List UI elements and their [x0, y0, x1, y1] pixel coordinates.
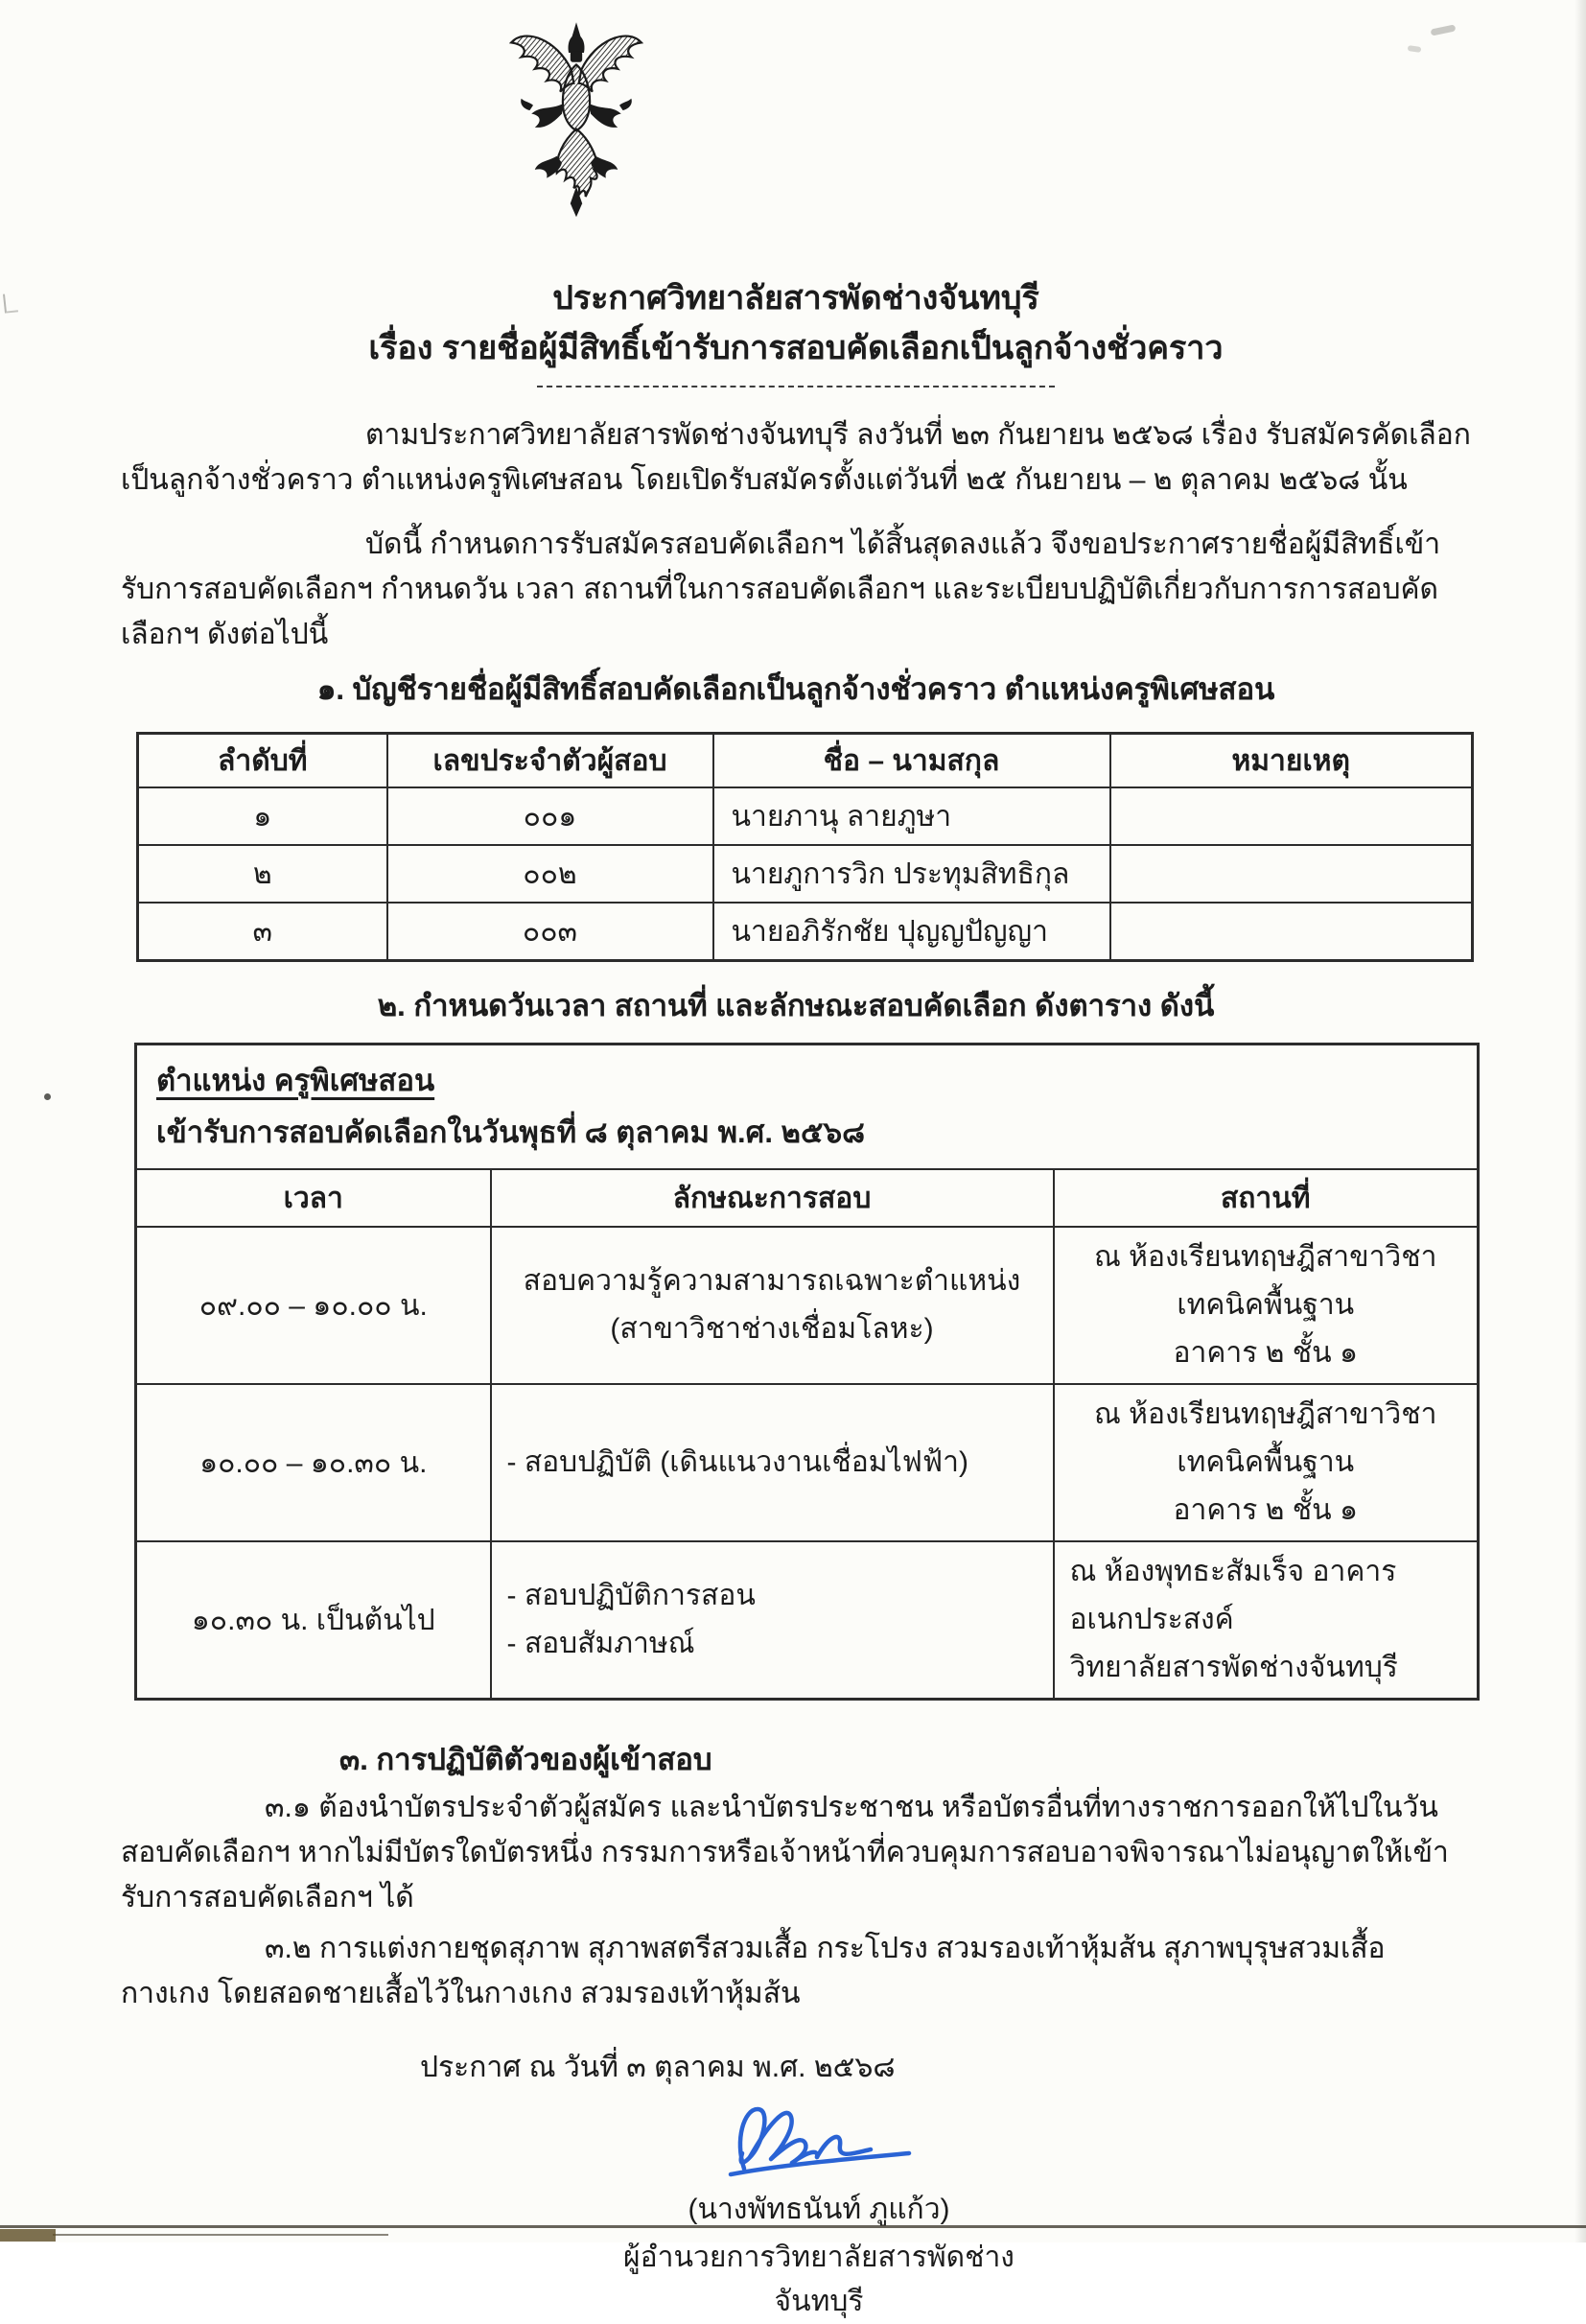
exam-type-line: (สาขาวิชาช่างเชื่อมโลหะ) [610, 1313, 934, 1345]
col-header-exam-id: เลขประจำตัวผู้สอบ [387, 734, 713, 788]
candidate-row [138, 787, 1473, 845]
candidate-exam-id: ๐๐๑ [387, 787, 713, 845]
document-subject: เรื่อง รายชื่อผู้มีสิทธิ์เข้ารับการสอบคัดเลือกเป็นลูกจ้างชั่วคราว [368, 330, 1224, 366]
title-divider [537, 386, 1055, 387]
section2-heading: ๒. กำหนดวันเวลา สถานที่ และลักษณะสอบคัดเลือก ดังตาราง ดังนี้ [377, 989, 1215, 1022]
candidate-table [136, 732, 1474, 962]
candidate-row [138, 903, 1473, 961]
schedule-row [136, 1541, 1479, 1700]
signer-title: ผู้อำนวยการวิทยาลัยสารพัดช่างจันทบุรี [623, 2242, 1015, 2317]
scan-edge-shadow [1574, 0, 1586, 2242]
exam-type-line: - สอบสัมภาษณ์ [506, 1628, 695, 1659]
candidate-note [1110, 903, 1473, 961]
scan-artifact-line [53, 2234, 388, 2236]
schedule-place [1054, 1384, 1479, 1541]
signature-ink [694, 2098, 944, 2186]
candidate-exam-id: ๐๐๓ [387, 903, 713, 961]
candidate-exam-id: ๐๐๒ [387, 845, 713, 903]
intro-paragraph-2: บัดนี้ กำหนดการรับสมัครสอบคัดเลือกฯ ได้สิ้นสุดลงแล้ว จึงขอประกาศรายชื่อผู้มีสิทธิ์เข้ารับการสอบคัดเลือกฯ กำหนดวัน เวลา สถานที่ในการสอบคัดเลือกฯ และระเบียบปฏิบัติเกี่ยวกับการการสอบคัดเลือกฯ ดังต่อไปนี้ [121, 528, 1441, 650]
candidate-order: ๑ [138, 787, 387, 845]
scan-artifact-blob [0, 2229, 56, 2242]
signer-name: (นางพัทธนันท์ ภูแก้ว) [688, 2194, 950, 2225]
col-header-name: ชื่อ – นามสกุล [713, 734, 1110, 788]
schedule-table [134, 1043, 1480, 1701]
scan-pencil-mark [3, 293, 18, 313]
schedule-position-cell [136, 1045, 1479, 1170]
candidate-name: นายภานุ ลายภูษา [713, 787, 1110, 845]
signature-block [579, 2098, 1059, 2324]
place-line: ณ ห้องเรียนทฤษฎีสาขาวิชาเทคนิคพื้นฐาน [1094, 1398, 1437, 1478]
candidate-note [1110, 845, 1473, 903]
col-header-note: หมายเหตุ [1110, 734, 1473, 788]
candidate-note [1110, 787, 1473, 845]
schedule-row [136, 1227, 1479, 1384]
place-line: ณ ห้องพุทธะสัมเร็จ อาคารอเนกประสงค์ [1069, 1556, 1397, 1635]
exam-type-line: - สอบปฏิบัติ (เดินแนวงานเชื่อมไฟฟ้า) [506, 1446, 968, 1478]
place-line: วิทยาลัยสารพัดช่างจันทบุรี [1069, 1652, 1398, 1683]
schedule-row [136, 1384, 1479, 1541]
scan-dot-mark [44, 1093, 51, 1100]
candidate-table-header-row [138, 734, 1473, 788]
col-header-order: ลำดับที่ [138, 734, 387, 788]
schedule-time: ๑๐.๓๐ น. เป็นต้นไป [136, 1541, 491, 1700]
place-line: อาคาร ๒ ชั้น ๑ [1173, 1337, 1359, 1369]
schedule-header-row [136, 1169, 1479, 1227]
schedule-time: ๐๙.๐๐ – ๑๐.๐๐ น. [136, 1227, 491, 1384]
schedule-time: ๑๐.๐๐ – ๑๐.๓๐ น. [136, 1384, 491, 1541]
section1-heading: ๑. บัญชีรายชื่อผู้มีสิทธิ์สอบคัดเลือกเป็นลูกจ้างชั่วคราว ตำแหน่งครูพิเศษสอน [316, 672, 1275, 706]
intro-paragraph-1: ตามประกาศวิทยาลัยสารพัดช่างจันทบุรี ลงวันที่ ๒๓ กันยายน ๒๕๖๘ เรื่อง รับสมัครคัดเลือกเป็นลูกจ้างชั่วคราว ตำแหน่งครูพิเศษสอน โดยเปิดรับสมัครตั้งแต่วันที่ ๒๕ กันยายน – ๒ ตุลาคม ๒๕๖๘ นั้น [121, 419, 1471, 496]
instruction-3-2: ๓.๒ การแต่งกายชุดสุภาพ สุภาพสตรีสวมเสื้อ กระโปรง สวมรองเท้าหุ้มส้น สุภาพบุรุษสวมเสื้อ กางเกง โดยสอดชายเสื้อไว้ในกางเกง สวมรองเท้าหุ้มส้น [121, 1933, 1386, 2009]
schedule-exam-type [491, 1227, 1054, 1384]
schedule-exam-type [491, 1541, 1054, 1700]
exam-date-label: เข้ารับการสอบคัดเลือกในวันพุธที่ ๘ ตุลาคม พ.ศ. ๒๕๖๘ [156, 1115, 866, 1149]
col-header-place: สถานที่ [1054, 1169, 1479, 1227]
candidate-name: นายภูการวิก ประทุมสิทธิกุล [713, 845, 1110, 903]
candidate-name: นายอภิรักชัย ปุญญปัญญา [713, 903, 1110, 961]
exam-type-line: - สอบปฏิบัติการสอน [506, 1580, 756, 1611]
col-header-exam-type: ลักษณะการสอบ [491, 1169, 1054, 1227]
position-label: ตำแหน่ง ครูพิเศษสอน [156, 1064, 435, 1097]
section3-heading: ๓. การปฏิบัติตัวของผู้เข้าสอบ [339, 1743, 712, 1776]
document-content [121, 0, 1471, 2324]
place-line: ณ ห้องเรียนทฤษฎีสาขาวิชาเทคนิคพื้นฐาน [1094, 1241, 1437, 1321]
schedule-place [1054, 1227, 1479, 1384]
place-line: อาคาร ๒ ชั้น ๑ [1173, 1494, 1359, 1526]
document-title: ประกาศวิทยาลัยสารพัดช่างจันทบุรี [552, 280, 1039, 317]
scan-artifact-line [0, 2225, 1586, 2228]
schedule-exam-type [491, 1384, 1054, 1541]
schedule-position-row [136, 1045, 1479, 1170]
garuda-emblem-icon [504, 13, 648, 251]
candidate-order: ๓ [138, 903, 387, 961]
schedule-place [1054, 1541, 1479, 1700]
candidate-row [138, 845, 1473, 903]
exam-type-line: สอบความรู้ความสามารถเฉพาะตำแหน่ง [523, 1265, 1021, 1297]
col-header-time: เวลา [136, 1169, 491, 1227]
announcement-date-line: ประกาศ ณ วันที่ ๓ ตุลาคม พ.ศ. ๒๕๖๘ [420, 2052, 896, 2083]
candidate-order: ๒ [138, 845, 387, 903]
instruction-3-1: ๓.๑ ต้องนำบัตรประจำตัวผู้สมัคร และนำบัตรประชาชน หรือบัตรอื่นที่ทางราชการออกให้ไปในวันสอบคัดเลือกฯ หากไม่มีบัตรใดบัตรหนึ่ง กรรมการหรือเจ้าหน้าที่ควบคุมการสอบอาจพิจารณาไม่อนุญาตให้เข้ารับการสอบคัดเลือกฯ ได้ [121, 1792, 1449, 1913]
